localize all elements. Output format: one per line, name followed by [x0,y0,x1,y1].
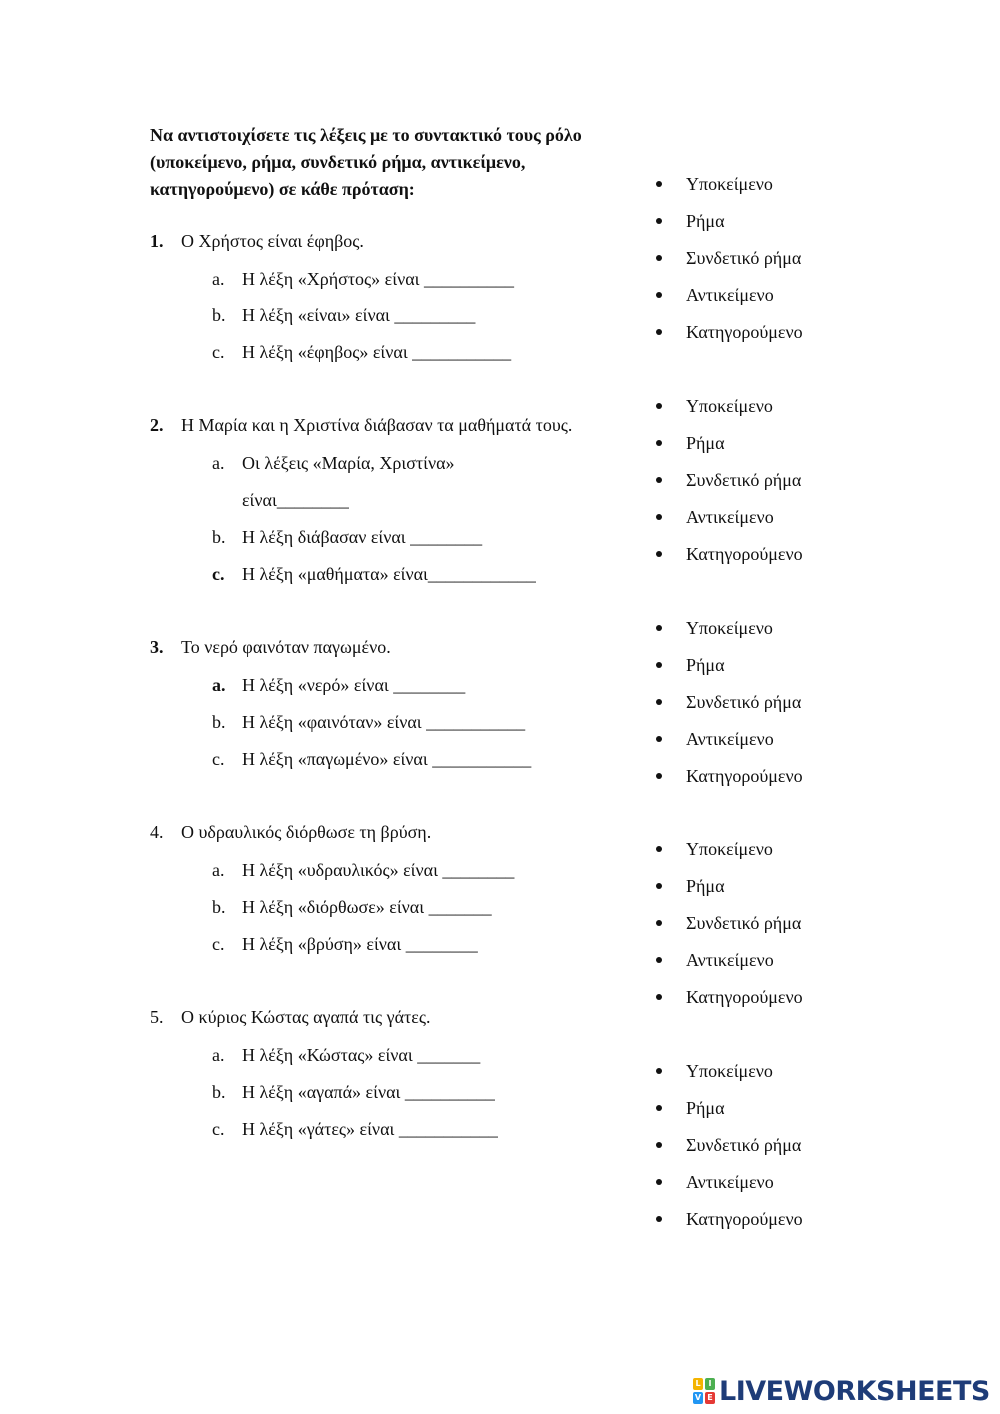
bullet-icon [656,477,662,483]
question-text: Η Μαρία και η Χριστίνα διάβασαν τα μαθήματά τους. [181,415,573,435]
bullet-icon [656,1068,662,1074]
sub-question-b[interactable]: Η λέξη «διόρθωσε» είναι _______ [242,897,492,917]
sub-letter: c. [212,934,225,954]
sub-letter: b. [212,897,226,917]
bullet-icon [656,883,662,889]
question-number: 5. [150,1007,164,1027]
bullet-icon [656,403,662,409]
bullet-icon [656,1142,662,1148]
sub-letter: b. [212,1082,226,1102]
sub-letter: b. [212,712,226,732]
question-number: 4. [150,822,164,842]
bullet-icon [656,1179,662,1185]
bullet-icon [656,255,662,261]
question-text: Ο υδραυλικός διόρθωσε τη βρύση. [181,822,432,842]
bullet-icon [656,699,662,705]
bullet-icon [656,773,662,779]
sub-letter: c. [212,749,225,769]
bullet-icon [656,994,662,1000]
sub-letter: a. [212,860,225,880]
liveworksheets-logo[interactable] [693,1375,990,1407]
question-text: Το νερό φαινόταν παγωμένο. [181,637,391,657]
bullet-icon [656,440,662,446]
sub-question-a[interactable]: Η λέξη «υδραυλικός» είναι ________ [242,860,515,880]
bullet-icon [656,957,662,963]
bullet-icon [656,181,662,187]
bullet-icon [656,920,662,926]
sub-question-a[interactable]: Οι λέξεις «Μαρία, Χριστίνα» [242,453,455,473]
sub-letter: a. [212,675,226,695]
sub-question-c[interactable]: Η λέξη «μαθήματα» είναι____________ [242,564,536,584]
logo-text: LIVEWORKSHEETS [719,1375,990,1407]
sub-letter: a. [212,1045,225,1065]
question-number: 2. [150,415,164,435]
sub-letter: b. [212,527,226,547]
sub-question-b[interactable]: Η λέξη «φαινόταν» είναι ___________ [242,712,526,732]
bullet-icon [656,736,662,742]
bullet-icon [656,662,662,668]
logo-tile-e: E [705,1392,715,1404]
sub-letter: c. [212,564,225,584]
logo-tile-l: L [693,1378,703,1390]
question-text: Ο Χρήστος είναι έφηβος. [181,231,364,251]
bullet-icon [656,551,662,557]
sub-letter: c. [212,1119,225,1139]
sub-letter: a. [212,269,225,289]
sub-question-b[interactable]: Η λέξη «αγαπά» είναι __________ [242,1082,495,1102]
sub-letter: b. [212,305,226,325]
bullet-icon [656,846,662,852]
logo-tile-i: I [705,1378,715,1390]
question-number: 1. [150,231,164,251]
sub-question-a[interactable]: Η λέξη «Κώστας» είναι _______ [242,1045,481,1065]
bullet-icon [656,329,662,335]
bullet-icon [656,292,662,298]
bullet-icon [656,625,662,631]
sub-question-a[interactable]: Η λέξη «Χρήστος» είναι __________ [242,269,514,289]
bullet-icon [656,218,662,224]
sub-question-c[interactable]: Η λέξη «παγωμένο» είναι ___________ [242,749,532,769]
sub-question-a-continuation[interactable]: είναι________ [242,490,349,510]
instructions: Να αντιστοιχίσετε τις λέξεις με το συντακτικό τους ρόλο (υποκείμενο, ρήμα, συνδετικό ρήμα, αντικείμενο, κατηγορούμενο) σε κάθε πρόταση: [150,125,582,199]
sub-letter: a. [212,453,225,473]
sub-question-b[interactable]: Η λέξη «είναι» είναι _________ [242,305,476,325]
sub-question-c[interactable]: Η λέξη «γάτες» είναι ___________ [242,1119,498,1139]
sub-question-c[interactable]: Η λέξη «βρύση» είναι ________ [242,934,478,954]
question-text: Ο κύριος Κώστας αγαπά τις γάτες. [181,1007,431,1027]
question-number: 3. [150,637,164,657]
sub-question-b[interactable]: Η λέξη διάβασαν είναι ________ [242,527,483,547]
sub-letter: c. [212,342,225,362]
bullet-icon [656,514,662,520]
bullet-icon [656,1105,662,1111]
sub-question-c[interactable]: Η λέξη «έφηβος» είναι ___________ [242,342,512,362]
logo-tile-v: V [694,1393,702,1402]
logo-grid-icon [693,1378,715,1404]
sub-question-a[interactable]: Η λέξη «νερό» είναι ________ [242,675,466,695]
bullet-icon [656,1216,662,1222]
